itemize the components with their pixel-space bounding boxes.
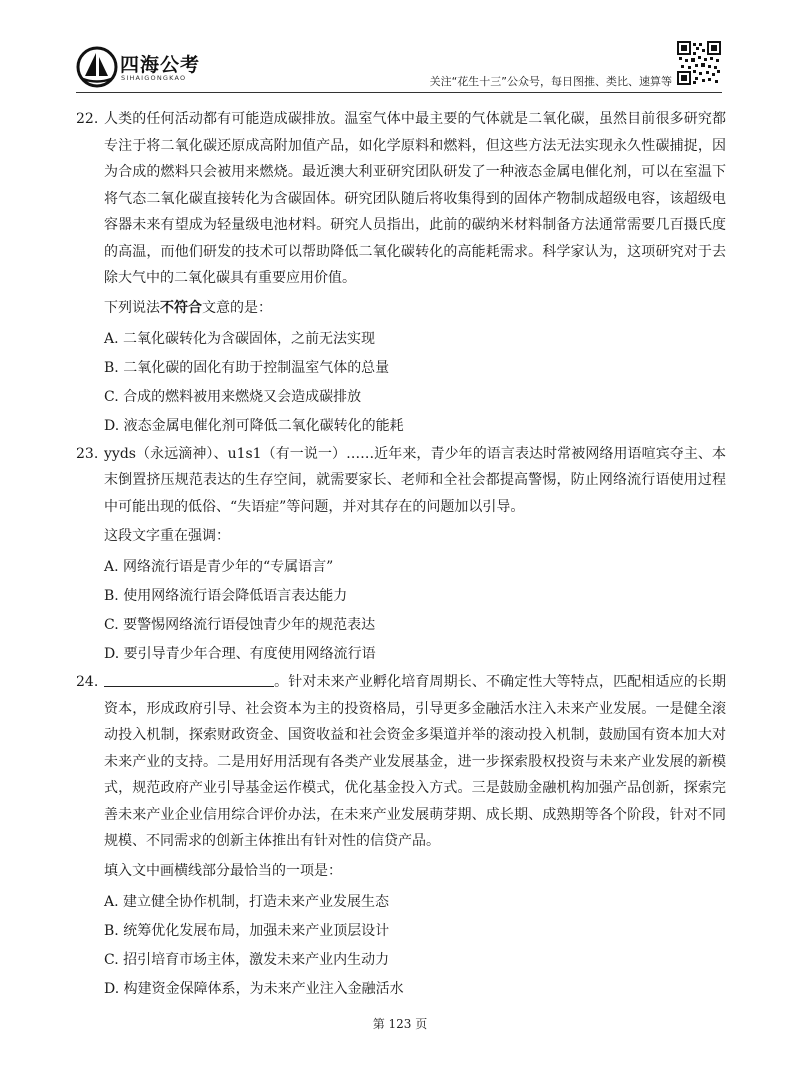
option-c[interactable]: C. 要警惕网络流行语侵蚀青少年的规范表达 — [104, 617, 376, 633]
option-a[interactable]: A. 建立健全协作机制，打造未来产业发展生态 — [104, 893, 390, 910]
question-number: 23. — [76, 445, 99, 462]
question-number: 24. — [76, 674, 99, 690]
option-a[interactable]: A. 二氧化碳转化为含碳固体，之前无法实现 — [104, 330, 376, 347]
header-divider — [76, 92, 722, 93]
option-d[interactable]: D. 要引导青少年合理、有度使用网络流行语 — [104, 646, 376, 662]
option-b[interactable]: B. 使用网络流行语会降低语言表达能力 — [104, 588, 348, 604]
prompt-emphasis: 不符合 — [160, 299, 202, 316]
page-header — [0, 0, 800, 100]
logo-subtitle: SIHAIGONGKAO — [121, 74, 187, 82]
option-d[interactable]: D. 液态金属电催化剂可降低二氧化碳转化的能耗 — [104, 417, 404, 434]
brand-logo — [76, 46, 236, 90]
question-22 — [76, 106, 726, 441]
question-stem: 人类的任何活动都有可能造成碳排放。温室气体中最主要的气体就是二氧化碳，虽然目前很多研究都专注于将二氧化碳还原成高附加值产品，如化学原料和燃料，但这些方法无法实现永久性碳捕捉，因为合成的燃料只会被用来燃烧。最近澳大利亚研究团队研发了一种液态金属电催化剂，可以在室温下将气态二氧化碳直接转化为含碳固体。研究团队随后将收集得到的固体产物制成超级电容，该超级电容器未来有望成为轻量级电池材料。研究人员指出，此前的碳纳米材料制备方法通常需要几百摄氏度的高温，而他们研发的技术可以帮助降低二氧化碳转化的高能耗需求。科学家认为，这项研究对于去除大气中的二氧化碳具有重要应用价值。 — [104, 111, 726, 286]
logo-text: 四海公考 — [120, 54, 201, 76]
question-23 — [76, 441, 726, 670]
question-list — [76, 106, 726, 1004]
option-b[interactable]: B. 二氧化碳的固化有助于控制温室气体的总量 — [104, 359, 390, 376]
option-d[interactable]: D. 构建资金保障体系，为未来产业注入金融活水 — [104, 980, 404, 997]
question-prompt: 这段文字重在强调： — [104, 528, 230, 544]
question-24 — [76, 669, 726, 1004]
header-note: 关注“花生十三”公众号，每日图推、类比、速算等 — [429, 75, 672, 88]
sailboat-logo-icon — [76, 46, 118, 88]
question-stem: yyds（永远滴神）、u1s1（有一说一）……近年来，青少年的语言表达时常被网络用语喧宾夺主、本末倒置挤压规范表达的生存空间，就需要家长、老师和全社会都提高警惕，防止网络流行语使用过程中可能出现的低俗、“失语症”等问题，并对其存在的问题加以引导。 — [104, 445, 726, 515]
question-stem-block — [104, 669, 726, 855]
option-c[interactable]: C. 合成的燃料被用来燃烧又会造成碳排放 — [104, 388, 362, 405]
qr-code-icon — [677, 41, 721, 85]
prompt-text-end: 文意的是： — [202, 299, 272, 316]
question-number: 22. — [76, 111, 99, 127]
option-b[interactable]: B. 统筹优化发展布局，加强未来产业顶层设计 — [104, 922, 390, 939]
prompt-text: 下列说法 — [104, 299, 160, 316]
page-number: 第 123 页 — [372, 1017, 428, 1031]
option-c[interactable]: C. 招引培育市场主体，激发未来产业内生动力 — [104, 951, 390, 968]
question-prompt — [104, 295, 726, 321]
fill-in-blank-line — [104, 672, 274, 687]
question-stem: 。针对未来产业孵化培育周期长、不确定性大等特点，匹配相适应的长期资本，形成政府引导、社会资本为主的投资格局，引导更多金融活水注入未来产业发展。一是健全滚动投入机制，探索财政资金、国资收益和社会资金多渠道并举的滚动投入机制，鼓励国有资本加大对未来产业的支持。二是用好用活现有各类产业发展基金，进一步探索股权投资与未来产业发展的新模式，规范政府产业引导基金运作模式，优化基金投入方式。三是鼓励金融机构加强产品创新，探索完善未来产业企业信用综合评价办法，在未来产业发展萌芽期、成长期、成熟期等各个阶段，针对不同规模、不同需求的创新主体推出有针对性的信贷产品。 — [104, 674, 726, 849]
question-prompt: 填入文中画横线部分最恰当的一项是： — [104, 862, 342, 879]
option-a[interactable]: A. 网络流行语是青少年的“专属语言” — [104, 559, 334, 575]
